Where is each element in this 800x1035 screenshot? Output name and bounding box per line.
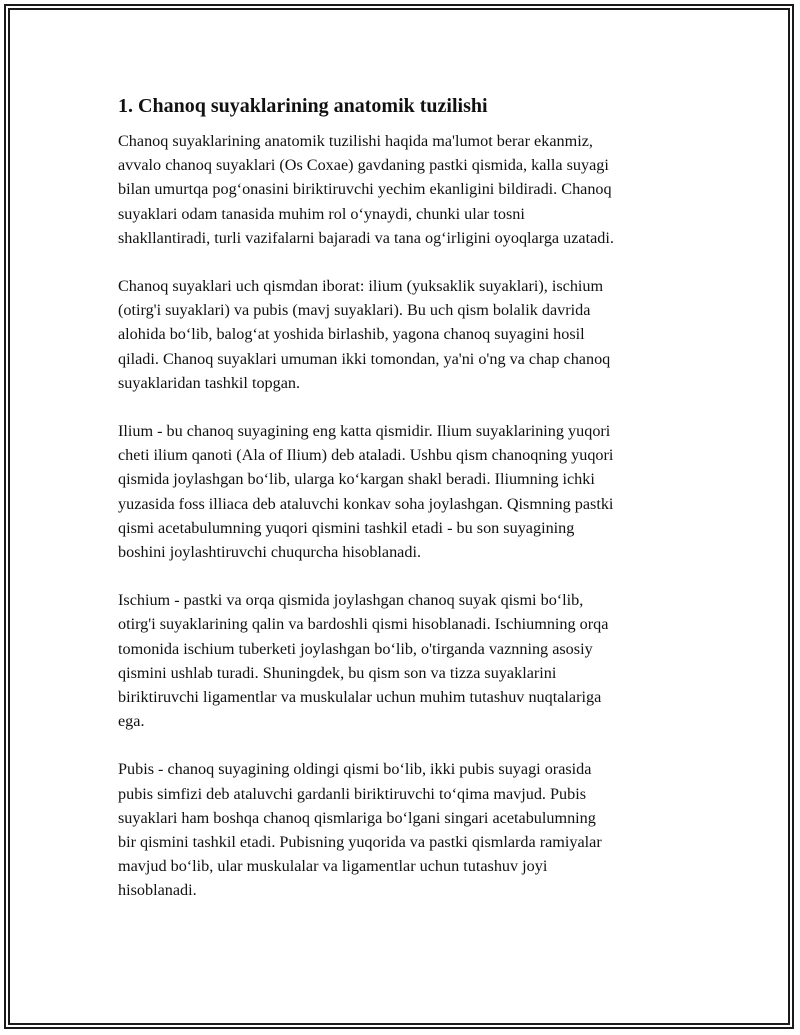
paragraph-ischium: [118, 588, 688, 733]
document-body: [118, 93, 688, 927]
text-line: otirg'i suyaklarining qalin va bardoshli qismi hisoblanadi. Ischiumning orqa: [118, 615, 609, 634]
text-line: Pubis - chanoq suyagining oldingi qismi bo‘lib, ikki pubis suyagi orasida: [118, 760, 592, 779]
text-line: hisoblanadi.: [118, 881, 197, 900]
text-line: qismi acetabulumning yuqori qismini tashkil etadi - bu son suyagining: [118, 518, 575, 537]
text-line: cheti ilium qanoti (Ala of Ilium) deb ataladi. Ushbu qism chanoqning yuqori: [118, 446, 614, 465]
paragraph-intro: [118, 129, 688, 250]
text-line: suyaklari ham boshqa chanoq qismlariga bo‘lgani singari acetabulumning: [118, 808, 596, 827]
text-line: qiladi. Chanoq suyaklari umuman ikki tomondan, ya'ni o'ng va chap chanoq: [118, 349, 611, 368]
text-line: bir qismini tashkil etadi. Pubisning yuqorida va pastki qismlarda ramiyalar: [118, 833, 602, 852]
text-line: Chanoq suyaklarining anatomik tuzilishi haqida ma'lumot berar ekanmiz,: [118, 132, 593, 150]
text-line: Ilium - bu chanoq suyagining eng katta qismidir. Ilium suyaklarining yuqori: [118, 422, 611, 441]
text-line: boshini joylashtiruvchi chuqurcha hisoblanadi.: [118, 543, 422, 562]
text-line: suyaklari odam tanasida muhim rol o‘ynaydi, chunki ular tosni: [118, 204, 525, 223]
text-line: qismida joylashgan bo‘lib, ularga ko‘kargan shakl beradi. Iliumning ichki: [118, 470, 595, 489]
text-line: ega.: [118, 712, 145, 731]
text-line: yuzasida foss illiaca deb ataluvchi konkav soha joylashgan. Qismning pastki: [118, 494, 614, 513]
text-line: biriktiruvchi ligamentlar va muskulalar uchun muhim tutashuv nuqtalariga: [118, 688, 602, 707]
text-line: (otirg'i suyaklari) va pubis (mavj suyaklari). Bu uch qism bolalik davrida: [118, 301, 591, 320]
section-heading: 1. Chanoq suyaklarining anatomik tuzilishi: [118, 95, 488, 117]
text-line: shakllantiradi, turli vazifalarni bajaradi va tana og‘irligini oyoqlarga uzatadi.: [118, 228, 614, 247]
text-line: qismini ushlab turadi. Shuningdek, bu qism son va tizza suyaklarini: [118, 663, 557, 682]
text-line: tomonida ischium tuberketi joylashgan bo‘lib, o'tirganda vaznning asosiy: [118, 639, 593, 658]
text-line: Chanoq suyaklari uch qismdan iborat: ilium (yuksaklik suyaklari), ischium: [118, 277, 604, 296]
paragraph-three-parts: [118, 274, 688, 395]
text-line: pubis simfizi deb ataluvchi gardanli biriktiruvchi to‘qima mavjud. Pubis: [118, 784, 587, 803]
text-line: avvalo chanoq suyaklari (Os Coxae) gavdaning pastki qismida, kalla suyagi: [118, 156, 609, 175]
paragraph-pubis: [118, 757, 688, 902]
text-line: alohida bo‘lib, balog‘at yoshida birlashib, yagona chanoq suyagini hosil: [118, 325, 585, 344]
text-line: suyaklaridan tashkil topgan.: [118, 373, 301, 392]
paragraph-ilium: [118, 419, 688, 564]
text-line: Ischium - pastki va orqa qismida joylashgan chanoq suyak qismi bo‘lib,: [118, 591, 584, 610]
text-line: mavjud bo‘lib, ular muskulalar va ligamentlar uchun tutashuv joyi: [118, 857, 548, 876]
text-line: bilan umurtqa pog‘onasini biriktiruvchi yechim ekanligini bildiradi. Chanoq: [118, 180, 612, 199]
